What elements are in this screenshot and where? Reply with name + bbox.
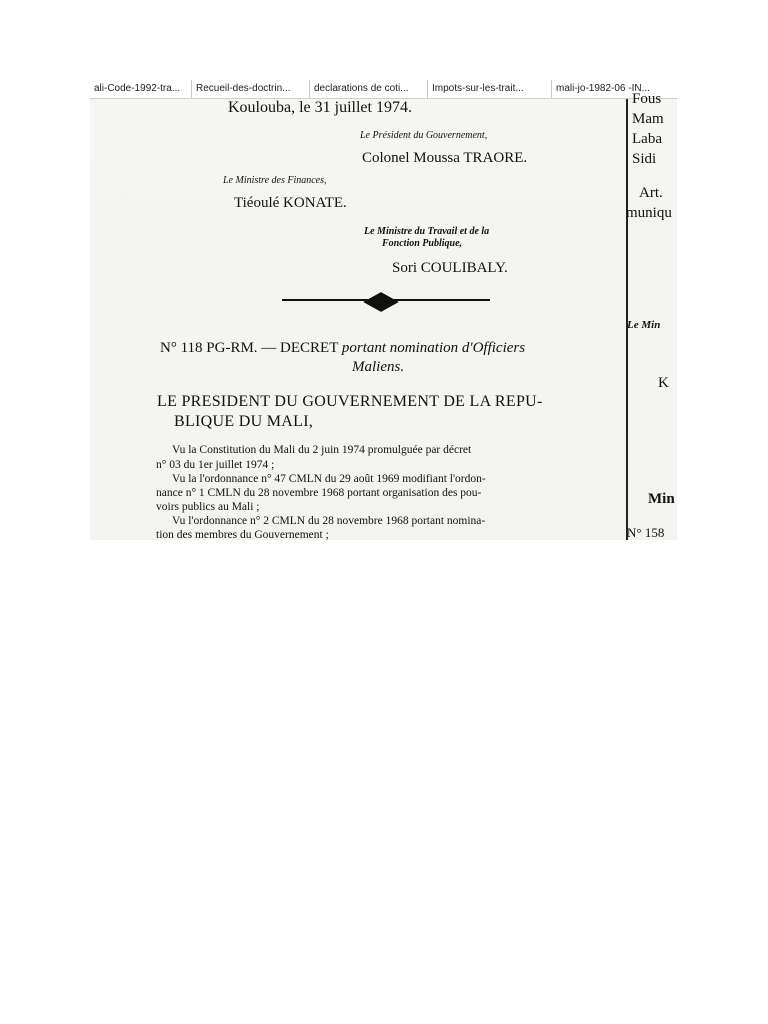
tab-declarations-de-cotisations[interactable]: declarations de coti... bbox=[310, 80, 428, 98]
finance-minister-role: Le Ministre des Finances, bbox=[223, 175, 327, 186]
president-heading-line2: BLIQUE DU MALI, bbox=[174, 413, 314, 430]
right-column-fragment: Mam bbox=[632, 111, 664, 127]
right-column-fragment: Fous bbox=[632, 91, 662, 107]
decree-title-line1: portant nomination d'Officiers bbox=[341, 340, 526, 356]
right-column-fragment: muniqu bbox=[626, 205, 672, 221]
body-line: tion des membres du Gouvernement ; bbox=[156, 529, 329, 540]
body-line: voirs publics au Mali ; bbox=[156, 501, 260, 513]
right-column-fragment: Art. bbox=[639, 185, 663, 201]
president-name: Colonel Moussa TRAORE. bbox=[362, 150, 528, 166]
president-role: Le Président du Gouvernement, bbox=[360, 130, 488, 141]
body-line: nance n° 1 CMLN du 28 novembre 1968 portant organisation des pou- bbox=[156, 487, 482, 499]
right-column-fragment: N° 158 bbox=[627, 525, 665, 540]
labor-minister-name: Sori COULIBALY. bbox=[392, 260, 508, 276]
document-viewer bbox=[90, 80, 677, 540]
president-heading-line1: LE PRESIDENT DU GOUVERNEMENT DE LA REPU- bbox=[157, 393, 543, 410]
scanned-page bbox=[90, 91, 677, 540]
right-column-fragment: Min bbox=[648, 491, 675, 507]
body-line: Vu l'ordonnance n° 2 CMLN du 28 novembre 1968 portant nomina- bbox=[172, 515, 486, 527]
tab-recueil-des-doctrines[interactable]: Recueil-des-doctrin... bbox=[192, 80, 310, 98]
decree-number: N° 118 PG-RM. — DECRET bbox=[160, 340, 339, 356]
right-column-fragment: K bbox=[658, 375, 669, 391]
right-column-fragment: Le Min bbox=[627, 319, 661, 331]
labor-minister-role-line1: Le Ministre du Travail et de la bbox=[364, 226, 490, 237]
finance-minister-name: Tiéoulé KONATE. bbox=[234, 195, 347, 211]
body-line: Vu la Constitution du Mali du 2 juin 1974 promulguée par décret bbox=[172, 444, 472, 456]
tab-impots-sur-les-traitements[interactable]: Impots-sur-les-trait... bbox=[428, 80, 552, 98]
tab-mali-code-1992[interactable]: ali-Code-1992-tra... bbox=[90, 80, 192, 98]
right-column-fragment: Sidi bbox=[632, 151, 657, 167]
right-column-fragment: Laba bbox=[632, 131, 662, 147]
decree-heading bbox=[160, 340, 525, 357]
body-line: n° 03 du 1er juillet 1974 ; bbox=[156, 459, 275, 471]
decree-title-line2: Maliens. bbox=[352, 359, 405, 375]
separator-diamond-ornament bbox=[363, 292, 399, 312]
tab-mali-jo-1982[interactable]: mali-jo-1982-06 -IN... bbox=[556, 83, 650, 94]
tab-bar bbox=[90, 80, 677, 99]
labor-minister-role-line2: Fonction Publique, bbox=[382, 238, 463, 249]
place-date: Koulouba, le 31 juillet 1974. bbox=[228, 99, 412, 116]
body-line: Vu la l'ordonnance n° 47 CMLN du 29 août 1969 modifiant l'ordon- bbox=[172, 473, 486, 485]
